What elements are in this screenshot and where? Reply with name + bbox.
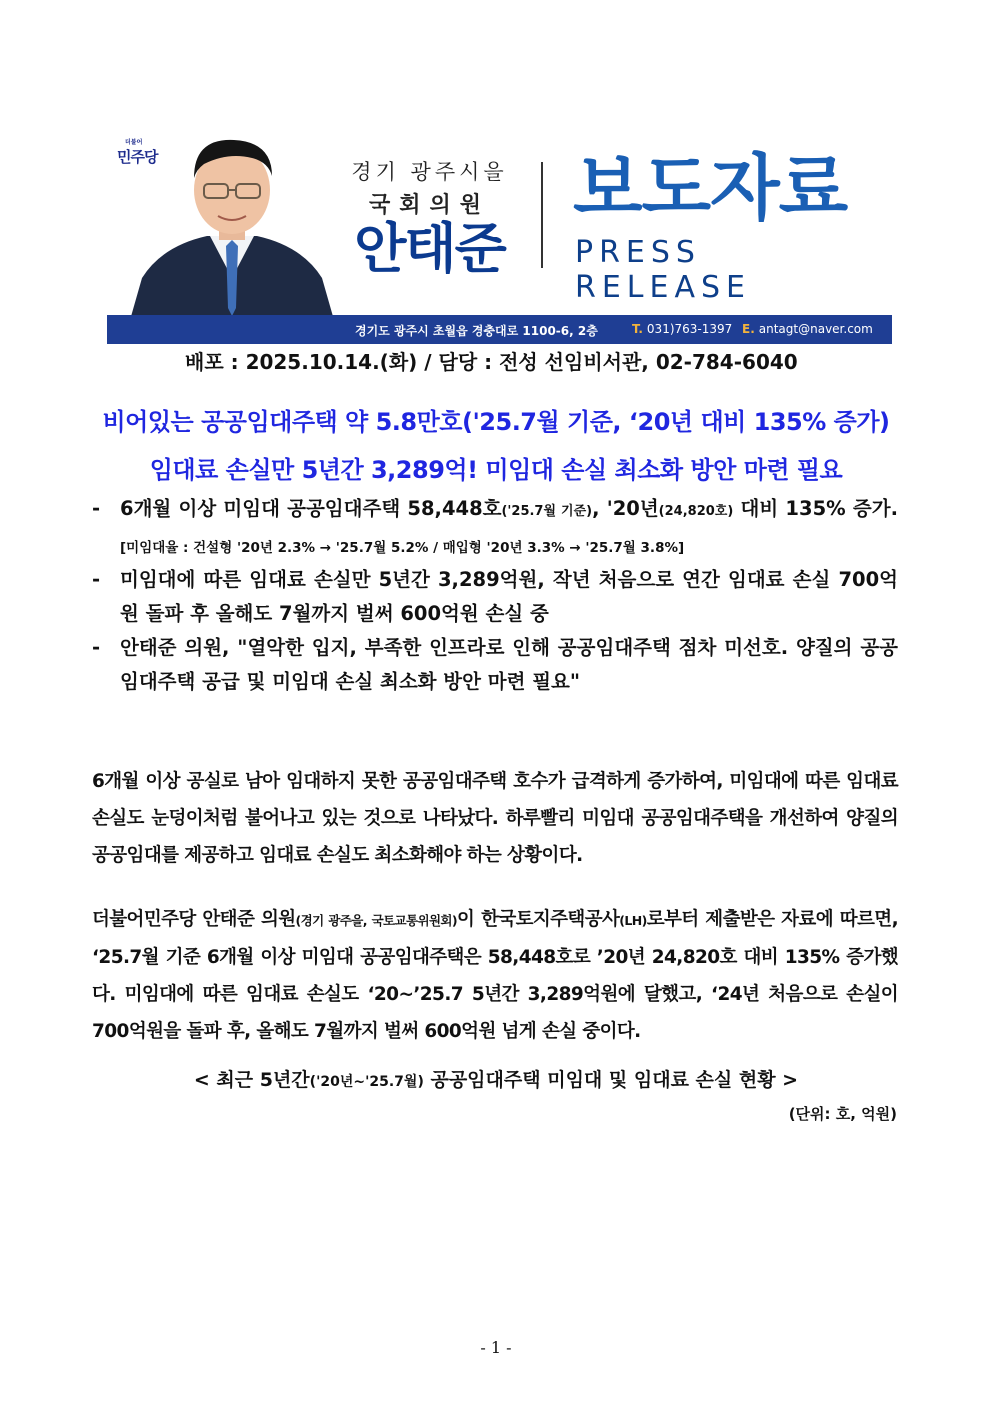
bullet-3-text: 안태준 의원, "열악한 입지, 부족한 인프라로 인해 공공임대주택 점차 미선호. 양질의 공공임대주택 공급 및 미임대 손실 최소화 방안 마련 필요": [120, 636, 898, 693]
bullet-3: [92, 631, 898, 699]
party-logo-text: 민주당: [117, 148, 158, 166]
p2-text-a: 더불어민주당 안태준 의원: [92, 909, 296, 930]
body-paragraph-2: [92, 901, 898, 1050]
office-address: 경기도 광주시 초월읍 경충대로 1100-6, 2층: [355, 324, 598, 338]
bullet-1: [92, 492, 898, 563]
body-paragraph-1: 6개월 이상 공실로 남아 임대하지 못한 공공임대주택 호수가 급격하게 증가하여, 미임대에 따른 임대료 손실도 눈덩이처럼 불어나고 있는 것으로 나타났다. 하루빨리 미임대 공공임대주택을 개선하여 양질의 공공임대를 제공하고 임대료 손실도 최소화해야 하는 상황이다.: [92, 771, 898, 866]
contact-info-bar: [107, 315, 892, 344]
email-key: E.: [742, 322, 755, 336]
portrait-image: [122, 128, 342, 320]
bullet-1-text-d: (24,820호): [658, 504, 734, 519]
bullet-1-text-c: , '20년: [592, 497, 659, 520]
party-logo-small: 더불어: [125, 139, 143, 146]
header-divider: [541, 162, 543, 268]
press-release-title: 보도자료: [573, 146, 848, 230]
phone-key: T.: [632, 322, 643, 336]
table-title: [0, 1065, 992, 1092]
name-role: 국회의원: [368, 193, 490, 218]
bullet-dash: -: [92, 497, 101, 520]
headline-1: 비어있는 공공임대주택 약 5.8만호('25.7월 기준, ‘20년 대비 135% 증가): [102, 408, 890, 436]
p2-text-d: (LH): [619, 913, 647, 928]
name-main: 안태준: [354, 217, 505, 280]
distribution-line: 배포 : 2025.10.14.(화) / 담당 : 전성 선임비서관, 02-784-6040: [185, 350, 798, 374]
headline-2: 임대료 손실만 5년간 3,289억! 미임대 손실 최소화 방안 마련 필요: [149, 456, 843, 484]
table-unit: (단위: 호, 억원): [788, 1105, 897, 1123]
bullet-2: [92, 563, 898, 631]
bullet-1-text-b: ('25.7월 기준): [501, 504, 593, 519]
p2-text-b: (경기 광주을, 국토교통위원회): [295, 913, 458, 928]
vacancy-rate-note: [미임대율 : 건설형 '20년 2.3% → '25.7월 5.2% / 매입형 '20년 3.3% → '25.7월 3.8%]: [120, 540, 685, 556]
office-email: [742, 322, 873, 336]
summary-bullets: [92, 492, 898, 699]
name-region: 경기 광주시을: [351, 160, 508, 184]
office-phone: [632, 322, 732, 336]
p2-text-c: 이 한국토지주택공사: [457, 909, 620, 930]
lawmaker-name-block: [347, 156, 512, 279]
phone-value: 031)763-1397: [646, 322, 733, 336]
page-number: - 1 -: [480, 1338, 512, 1357]
bullet-2-text: 미임대에 따른 임대료 손실만 5년간 3,289억원, 작년 처음으로 연간 임대료 손실 700억원 돌파 후 올해도 7월까지 벌써 600억원 손실 중: [120, 568, 898, 625]
bullet-1-text-a: 6개월 이상 미임대 공공임대주택 58,448호: [120, 497, 502, 520]
bullet-1-text-e: 대비 135% 증가.: [733, 497, 898, 520]
table-title-c: 공공임대주택 미임대 및 임대료 손실 현황 >: [423, 1069, 799, 1091]
bullet-dash: -: [92, 568, 101, 591]
press-release-header: [107, 120, 892, 344]
p2-text-e: 로부터 제출받은 자료에 따르면, ‘25.7월 기준 6개월 이상 미임대 공공임대주택은 58,448호로 ’20년 24,820호 대비 135% 증가했다. 미임대에 따른 임대료 손실도 ‘20~’25.7 5년간 3,289억원에 달했고, ‘24년 처음으로 손실이 700억원을 돌파 후, 올해도 7월까지 벌써 600억원 넘게 손실 중이다.: [92, 909, 898, 1042]
bullet-dash: -: [92, 636, 101, 659]
table-title-a: < 최근 5년간: [193, 1069, 310, 1091]
table-title-b: ('20년~'25.7월): [309, 1074, 424, 1090]
email-value: antagt@naver.com: [758, 322, 873, 336]
lawmaker-photo: [122, 128, 342, 320]
press-release-subtitle: PRESS RELEASE: [575, 235, 751, 305]
